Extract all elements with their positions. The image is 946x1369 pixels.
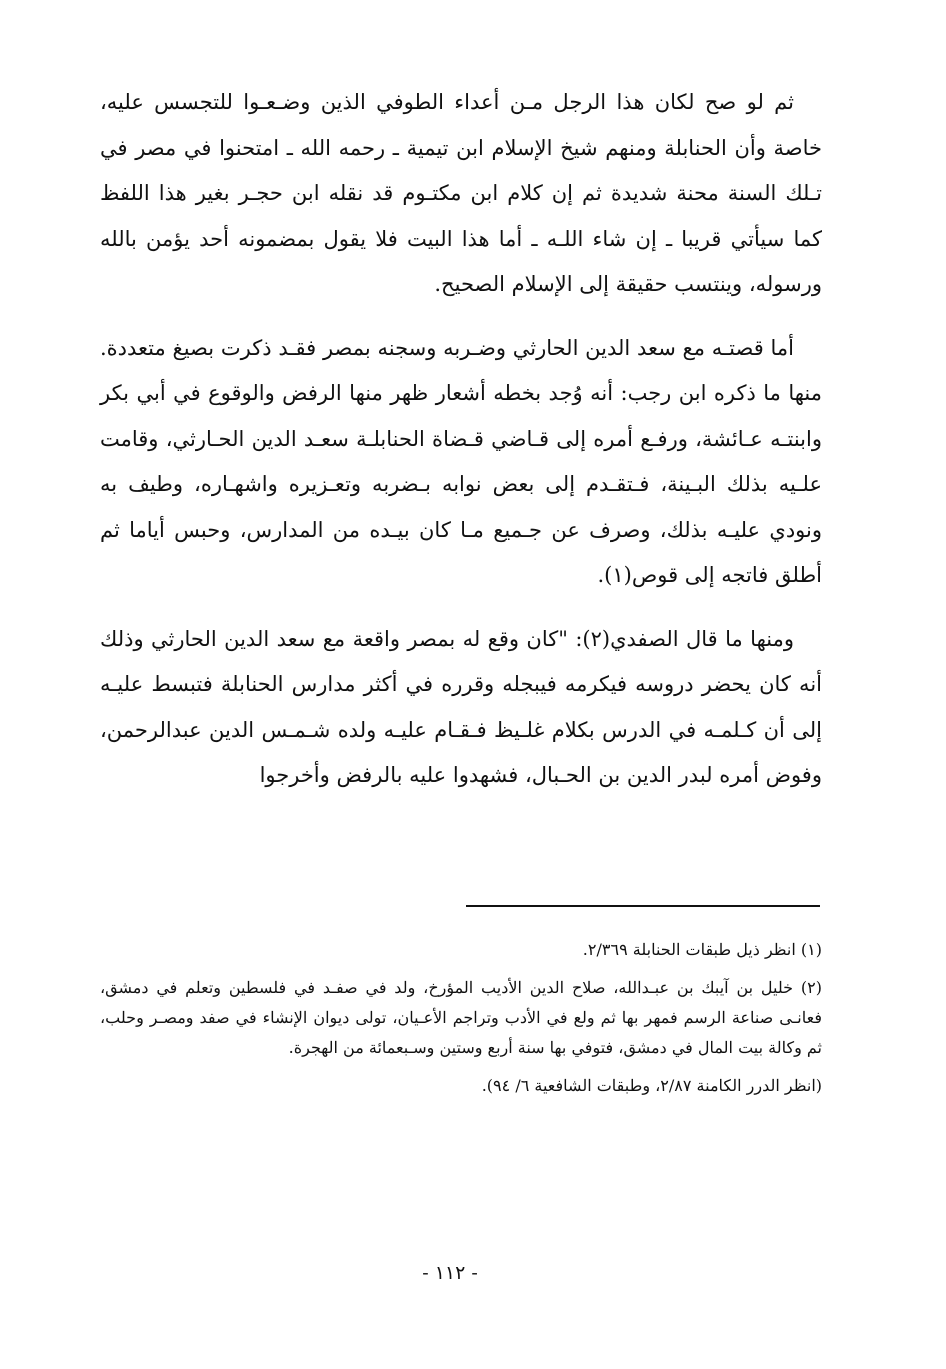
paragraph-3: ومنها ما قال الصفدي(٢): "كان وقع له بمصر واقعة مع سعد الدين الحارثي وذلك أنه كان يحضر دروسه فيكرمه فيبجله وقرره في أكثر مدارس الحنابلة فتبسط عليـه إلى أن كـلمـه في الدرس بكلام غلـيظ فـقـام عليـه ولده شـمـس الدين عبدالرحمن، وفوض أمره لبدر الدين بن الحـبال، فشهدوا عليه بالرفض وأخرجوا xyxy=(100,626,822,787)
main-text xyxy=(100,80,822,817)
footnote-divider xyxy=(466,905,820,907)
footnote-2: (٢) خليل بن آيبك بن عبـدالله، صلاح الدين الأديب المؤرخ، ولد في صفـد في فلسطين وتعلم في دمشق، فعانـى صناعة الرسم فمهر بها ثم ولع في الأدب وتراجم الأعـيان، تولى ديوان الإنشاء في صفد ومصـر وحلب، ثم وكالة بيت المال في دمشق، فتوفي بها سنة أربع وستين وسـبعمائة من الهجرة. xyxy=(100,978,822,1057)
footnote-2-reference: (انظر الدرر الكامنة ٢/٨٧، وطبقات الشافعية ٦/ ٩٤). xyxy=(481,1076,822,1095)
paragraph-1: ثم لو صح لكان هذا الرجل مـن أعداء الطوفي الذين وضـعـوا للتجسس عليه، خاصة وأن الحنابلة ومنهم شيخ الإسلام ابن تيمية ـ رحمه الله ـ امتحنوا في مصر في تـلك السنة محنة شديدة ثم إن كلام ابن مكتـوم قد نقله ابن حجـر بغير هذا اللفظ كما سيأتي قريبا ـ إن شاء اللـه ـ أما هذا البيت فلا يقول بمضمونه أحد يؤمن بالله ورسوله، وينتسب حقيقة إلى الإسلام الصحيح. xyxy=(100,90,822,296)
footnote-1: (١) انظر ذيل طبقات الحنابلة ٢/٣٦٩. xyxy=(582,940,822,959)
footnotes xyxy=(100,935,822,1109)
paragraph-2: أما قصتـه مع سعد الدين الحارثي وضـربه وسجنه بمصر فقـد ذكرت بصيغ متعددة. منها ما ذكره ابن رجب: أنه وُجد بخطه أشعار ظهر منها الرفض والوقوع في أبي بكر وابنتـه عـائشة، ورفـع أمره إلى قـاضي قـضاة الحنابلـة سعـد الدين الحـارثي، وقامت علـيه بذلك البـينة، فـتقـدم إلى بعض نوابه بـضربه وتعـزيره واشهـاره، وطيف به ونودي عليـه بذلك، وصرف عن جـميع مـا كان بيـده من المدارس، وحبس أياما ثم أطلق فاتجه إلى قوص(١). xyxy=(100,335,822,587)
page-number: - ١١٢ - xyxy=(422,1262,478,1284)
